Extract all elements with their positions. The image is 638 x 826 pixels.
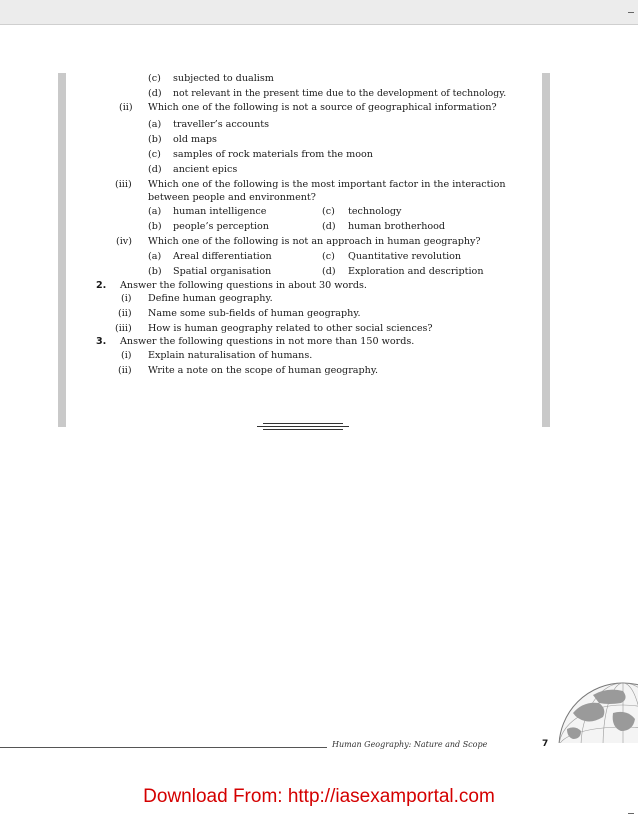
globe-map-icon [553,673,638,743]
subquestion-stem: Define human geography. [148,293,273,304]
option-text: Spatial organisation [173,266,272,277]
option-text: traveller’s accounts [173,119,270,130]
subquestion-number: (ii) [119,102,133,113]
option-label: (c) [322,206,335,217]
subquestion-stem: Explain naturalisation of humans. [148,350,313,361]
option-label: (a) [148,119,162,130]
subquestion-stem: Which one of the following is not a source of geographical information? [148,102,497,113]
footer-book-title: Human Geography: Nature and Scope [332,740,488,749]
subquestion-number: (ii) [118,308,132,319]
option-label: (d) [322,221,336,232]
option-text: Areal differentiation [173,251,272,262]
question-number: 3. [96,336,107,347]
download-link[interactable]: Download From: http://iasexamportal.com [143,786,495,807]
option-text: Quantitative revolution [348,251,462,262]
option-label: (d) [322,266,336,277]
subquestion-number: (i) [121,350,132,361]
option-text: old maps [173,134,217,145]
subquestion-number: (iii) [115,323,132,334]
subquestion-number: (iv) [116,236,132,247]
option-label: (a) [148,251,162,262]
option-label: (b) [148,266,162,277]
question-text: Answer the following questions in about 30 words. [120,280,367,291]
option-label: (b) [148,221,162,232]
option-text: not relevant in the present time due to the development of technology. [173,88,507,99]
option-label: (b) [148,134,162,145]
crop-mark [628,813,634,814]
subquestion-stem: between people and environment? [148,192,316,203]
question-text: Answer the following questions in not more than 150 words. [120,336,415,347]
subquestion-stem: Name some sub-fields of human geography. [148,308,361,319]
footer-rule [0,747,327,748]
page-number: 7 [542,739,549,749]
option-text: human brotherhood [348,221,446,232]
option-label: (c) [148,149,161,160]
option-label: (d) [148,164,162,175]
subquestion-stem: How is human geography related to other social sciences? [148,323,433,334]
option-text: subjected to dualism [173,73,274,84]
option-text: people’s perception [173,221,269,232]
option-label: (c) [322,251,335,262]
subquestion-stem: Which one of the following is not an approach in human geography? [148,236,481,247]
option-label: (c) [148,73,161,84]
option-text: human intelligence [173,206,267,217]
option-label: (a) [148,206,162,217]
option-text: ancient epics [173,164,238,175]
subquestion-stem: Write a note on the scope of human geography. [148,365,379,376]
option-label: (d) [148,88,162,99]
question-number: 2. [96,280,107,291]
option-text: samples of rock materials from the moon [173,149,373,160]
subquestion-stem: Which one of the following is the most important factor in the interaction [148,179,506,190]
option-text: technology [348,206,402,217]
option-text: Exploration and description [348,266,484,277]
subquestion-number: (ii) [118,365,132,376]
subquestion-number: (i) [121,293,132,304]
subquestion-number: (iii) [115,179,132,190]
